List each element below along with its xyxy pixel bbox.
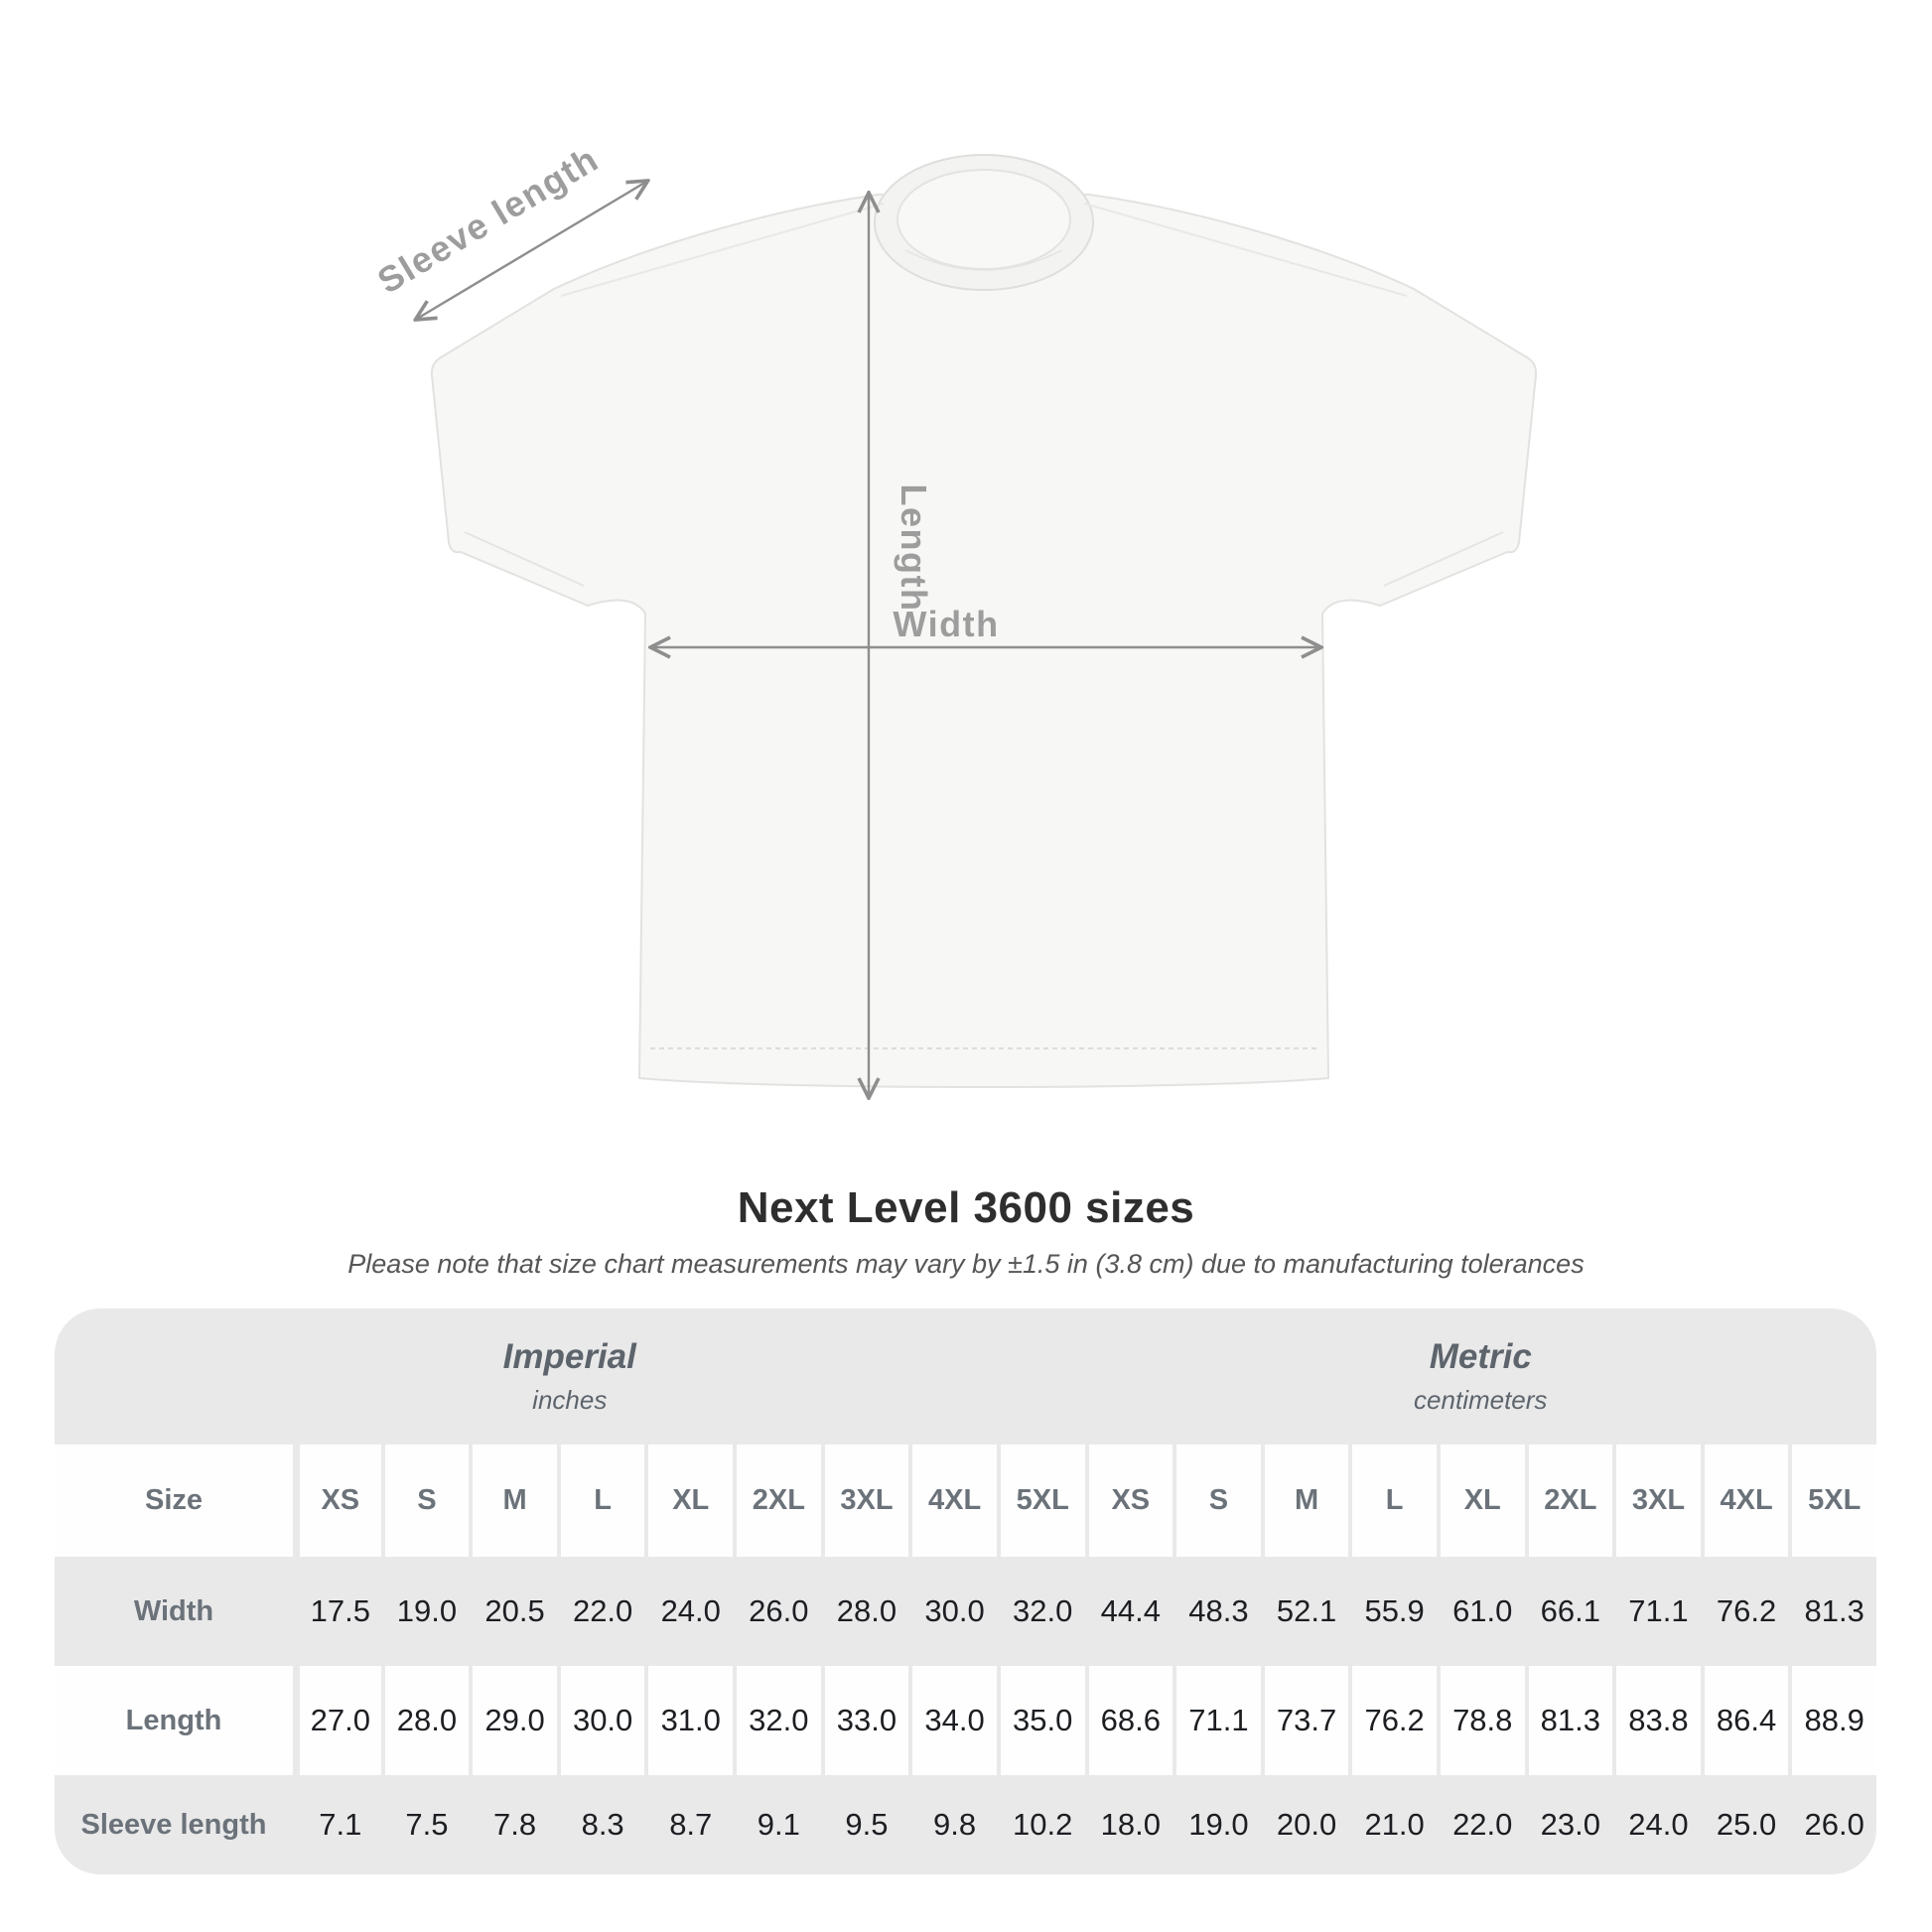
value-cell-metric: 88.9 — [1788, 1666, 1876, 1775]
measurement-row-label: Width — [133, 1594, 214, 1627]
size-chart-table — [55, 1309, 1876, 1874]
length-label: Length — [894, 483, 934, 613]
value-cell-metric: 44.4 — [1085, 1557, 1173, 1666]
value-cell-metric: 21.0 — [1348, 1775, 1437, 1874]
value-cell-imperial: 33.0 — [821, 1666, 909, 1775]
imperial-unit-label: inches — [532, 1385, 608, 1415]
value-cell-metric: 76.2 — [1348, 1666, 1437, 1775]
value-cell-imperial: 32.0 — [733, 1666, 821, 1775]
value-cell-imperial: 31.0 — [644, 1666, 733, 1775]
value-cell-imperial: 7.1 — [293, 1775, 381, 1874]
size-col-header: L — [557, 1445, 645, 1557]
value-cell-imperial: 9.8 — [908, 1775, 997, 1874]
value-cell-metric: 68.6 — [1085, 1666, 1173, 1775]
value-cell-metric: 66.1 — [1525, 1557, 1613, 1666]
metric-title: Metric — [1429, 1337, 1532, 1376]
value-cell-imperial: 26.0 — [733, 1557, 821, 1666]
value-cell-metric: 61.0 — [1437, 1557, 1525, 1666]
value-cell-imperial: 30.0 — [908, 1557, 997, 1666]
size-col-header: S — [1173, 1445, 1261, 1557]
size-col-header: 5XL — [997, 1445, 1085, 1557]
page-title: Next Level 3600 sizes — [737, 1183, 1195, 1232]
value-cell-metric: 20.0 — [1261, 1775, 1349, 1874]
value-cell-metric: 48.3 — [1173, 1557, 1261, 1666]
value-cell-imperial: 28.0 — [821, 1557, 909, 1666]
value-cell-imperial: 8.3 — [557, 1775, 645, 1874]
measurement-row-label: Sleeve length — [80, 1808, 267, 1841]
size-col-header: 4XL — [1701, 1445, 1789, 1557]
value-cell-metric: 71.1 — [1612, 1557, 1701, 1666]
value-cell-metric: 26.0 — [1788, 1775, 1876, 1874]
imperial-section-header — [55, 1309, 1085, 1445]
size-col-header: 3XL — [821, 1445, 909, 1557]
value-cell-metric: 52.1 — [1261, 1557, 1349, 1666]
value-cell-imperial: 7.8 — [469, 1775, 557, 1874]
value-cell-metric: 23.0 — [1525, 1775, 1613, 1874]
imperial-title: Imperial — [502, 1337, 636, 1376]
value-cell-imperial: 34.0 — [908, 1666, 997, 1775]
size-col-header: 5XL — [1788, 1445, 1876, 1557]
measurement-row-label: Length — [55, 1666, 293, 1775]
page-subtitle: Please note that size chart measurements may vary by ±1.5 in (3.8 cm) due to manufacturing tolerances — [347, 1249, 1585, 1279]
value-cell-imperial: 28.0 — [381, 1666, 470, 1775]
value-cell-metric: 83.8 — [1612, 1666, 1701, 1775]
size-row-label: Size — [55, 1445, 293, 1557]
value-cell-metric: 86.4 — [1701, 1666, 1789, 1775]
value-cell-metric: 76.2 — [1701, 1557, 1789, 1666]
size-col-header: 2XL — [733, 1445, 821, 1557]
value-cell-imperial: 8.7 — [644, 1775, 733, 1874]
value-cell-imperial: 22.0 — [557, 1557, 645, 1666]
size-col-header: XS — [1085, 1445, 1173, 1557]
value-cell-imperial: 10.2 — [997, 1775, 1085, 1874]
size-chart-grid — [55, 1309, 1876, 1874]
value-cell-imperial: 7.5 — [381, 1775, 470, 1874]
size-col-header: M — [469, 1445, 557, 1557]
metric-section-header — [1085, 1309, 1877, 1445]
value-cell-metric: 55.9 — [1348, 1557, 1437, 1666]
value-cell-metric: 22.0 — [1437, 1775, 1525, 1874]
value-cell-imperial: 9.5 — [821, 1775, 909, 1874]
width-label: Width — [893, 604, 1000, 644]
size-col-header: XL — [1437, 1445, 1525, 1557]
value-cell-imperial: 9.1 — [733, 1775, 821, 1874]
value-cell-imperial: 24.0 — [644, 1557, 733, 1666]
size-col-header: 3XL — [1612, 1445, 1701, 1557]
value-cell-metric: 18.0 — [1085, 1775, 1173, 1874]
size-col-header: M — [1261, 1445, 1349, 1557]
value-cell-metric: 19.0 — [1173, 1775, 1261, 1874]
value-cell-metric: 81.3 — [1788, 1557, 1876, 1666]
value-cell-metric: 73.7 — [1261, 1666, 1349, 1775]
sleeve-length-label: Sleeve length — [370, 137, 606, 302]
value-cell-imperial: 27.0 — [293, 1666, 381, 1775]
value-cell-metric: 81.3 — [1525, 1666, 1613, 1775]
size-col-header: XL — [644, 1445, 733, 1557]
value-cell-metric: 24.0 — [1612, 1775, 1701, 1874]
size-col-header: XS — [293, 1445, 381, 1557]
collar-inner — [897, 170, 1070, 269]
value-cell-metric: 71.1 — [1173, 1666, 1261, 1775]
metric-unit-label: centimeters — [1414, 1385, 1548, 1415]
value-cell-metric: 25.0 — [1701, 1775, 1789, 1874]
value-cell-metric: 78.8 — [1437, 1666, 1525, 1775]
value-cell-imperial: 20.5 — [469, 1557, 557, 1666]
value-cell-imperial: 32.0 — [997, 1557, 1085, 1666]
size-col-header: S — [381, 1445, 470, 1557]
size-col-header: 4XL — [908, 1445, 997, 1557]
value-cell-imperial: 35.0 — [997, 1666, 1085, 1775]
size-col-header: L — [1348, 1445, 1437, 1557]
value-cell-imperial: 29.0 — [469, 1666, 557, 1775]
value-cell-imperial: 19.0 — [381, 1557, 470, 1666]
size-col-header: 2XL — [1525, 1445, 1613, 1557]
value-cell-imperial: 17.5 — [293, 1557, 381, 1666]
value-cell-imperial: 30.0 — [557, 1666, 645, 1775]
